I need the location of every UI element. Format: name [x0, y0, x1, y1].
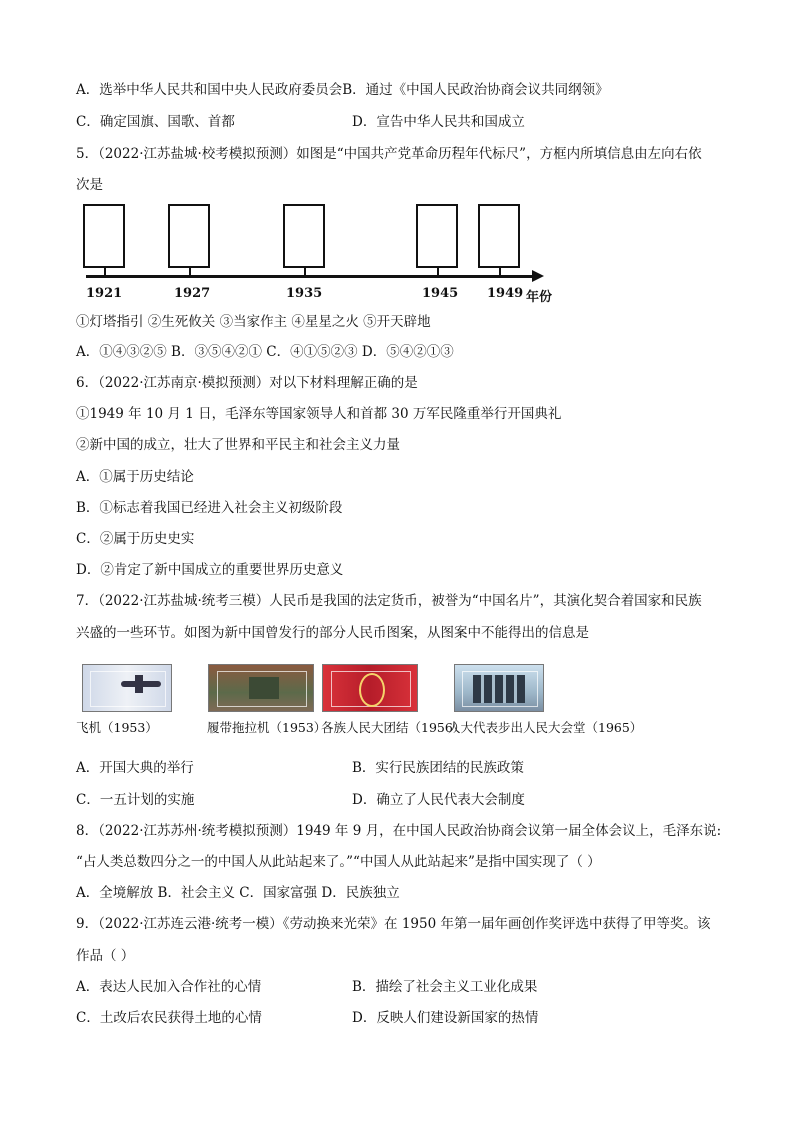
q4-option-c: C．确定国旗、国歌、首都 [76, 114, 235, 130]
q9-stem-line-2: 作品（ ） [76, 948, 135, 964]
timeline-year: 1935 [286, 286, 323, 301]
q8-options: A．全境解放 B．社会主义 C．国家富强 D．民族独立 [76, 885, 400, 901]
q5-stem-line-1: 5．（2022·江苏盐城·校考模拟预测）如图是“中国共产党革命历程年代标尺”，方框内所填信息由左向右依 [76, 146, 702, 162]
banknote-unity-image [322, 664, 418, 712]
banknote-caption: 人大代表步出人民大会堂（1965） [448, 720, 643, 735]
q9-option-c: C．土改后农民获得土地的心情 [76, 1010, 262, 1026]
q9-stem-line-1: 9．（2022·江苏连云港·统考一模）《劳动换来光荣》在 1950 年第一届年画创作奖评选中获得了甲等奖。该 [76, 916, 711, 932]
q8-stem-line-2: “占人类总数四分之一的中国人从此站起来了。”“中国人从此站起来”是指中国实现了（ ） [76, 854, 601, 870]
q6-material-2: ②新中国的成立，壮大了世界和平民主和社会主义力量 [76, 437, 400, 453]
banknote-tractor-image [208, 664, 314, 712]
q7-stem-line-1: 7．（2022·江苏盐城·统考三模）人民币是我国的法定货币，被誉为“中国名片”，其演化契合着国家和民族 [76, 593, 702, 609]
timeline-axis [86, 275, 536, 278]
timeline-box-1 [83, 204, 125, 268]
banknote-figure [76, 660, 643, 736]
timeline-figure [80, 200, 560, 310]
q7-option-a: A．开国大典的举行 [76, 760, 194, 776]
q5-items: ①灯塔指引 ②生死攸关 ③当家作主 ④星星之火 ⑤开天辟地 [76, 314, 431, 330]
timeline-year: 1927 [174, 286, 211, 301]
timeline-box-3 [283, 204, 325, 268]
timeline-year: 1945 [422, 286, 459, 301]
timeline-box-2 [168, 204, 210, 268]
timeline-box-5 [478, 204, 520, 268]
q7-option-b: B．实行民族团结的民族政策 [352, 760, 524, 776]
q5-stem-line-2: 次是 [76, 177, 103, 193]
q7-option-c: C．一五计划的实施 [76, 792, 195, 808]
q9-option-a: A．表达人民加入合作社的心情 [76, 979, 262, 995]
q7-option-d: D．确立了人民代表大会制度 [352, 792, 525, 808]
timeline-box-4 [416, 204, 458, 268]
q6-material-1: ①1949 年 10 月 1 日，毛泽东等国家领导人和首都 30 万军民隆重举行开国典礼 [76, 406, 562, 422]
q6-option-a: A．①属于历史结论 [76, 469, 194, 485]
q4-option-d: D．宣告中华人民共和国成立 [352, 114, 525, 130]
q6-option-b: B．①标志着我国已经进入社会主义初级阶段 [76, 500, 343, 516]
banknote-airplane-image [82, 664, 172, 712]
q5-options: A．①④③②⑤ B．③⑤④②① C．④①⑤②③ D．⑤④②①③ [76, 344, 454, 360]
timeline-axis-label: 年份 [526, 290, 553, 305]
q6-stem: 6．（2022·江苏南京·模拟预测）对以下材料理解正确的是 [76, 375, 418, 391]
q8-stem-line-1: 8．（2022·江苏苏州·统考模拟预测）1949 年 9 月，在中国人民政治协商会议第一届全体会议上，毛泽东说: [76, 823, 722, 839]
banknote-deputies-image [454, 664, 544, 712]
banknote-caption: 履带拖拉机（1953） [207, 720, 327, 735]
q9-option-d: D．反映人们建设新国家的热情 [352, 1010, 539, 1026]
banknote-caption: 飞机（1953） [76, 720, 158, 735]
q9-option-b: B．描绘了社会主义工业化成果 [352, 979, 538, 995]
timeline-year: 1949 [487, 286, 524, 301]
timeline-arrow-icon [532, 270, 544, 282]
q6-option-c: C．②属于历史史实 [76, 531, 195, 547]
q6-option-d: D．②肯定了新中国成立的重要世界历史意义 [76, 562, 344, 578]
timeline-year: 1921 [86, 286, 123, 301]
q4-options-ab: A．选举中华人民共和国中央人民政府委员会B．通过《中国人民政治协商会议共同纲领》 [76, 82, 609, 98]
q7-stem-line-2: 兴盛的一些环节。如图为新中国曾发行的部分人民币图案，从图案中不能得出的信息是 [76, 625, 589, 641]
banknote-caption: 各族人民大团结（1956） [321, 720, 466, 735]
